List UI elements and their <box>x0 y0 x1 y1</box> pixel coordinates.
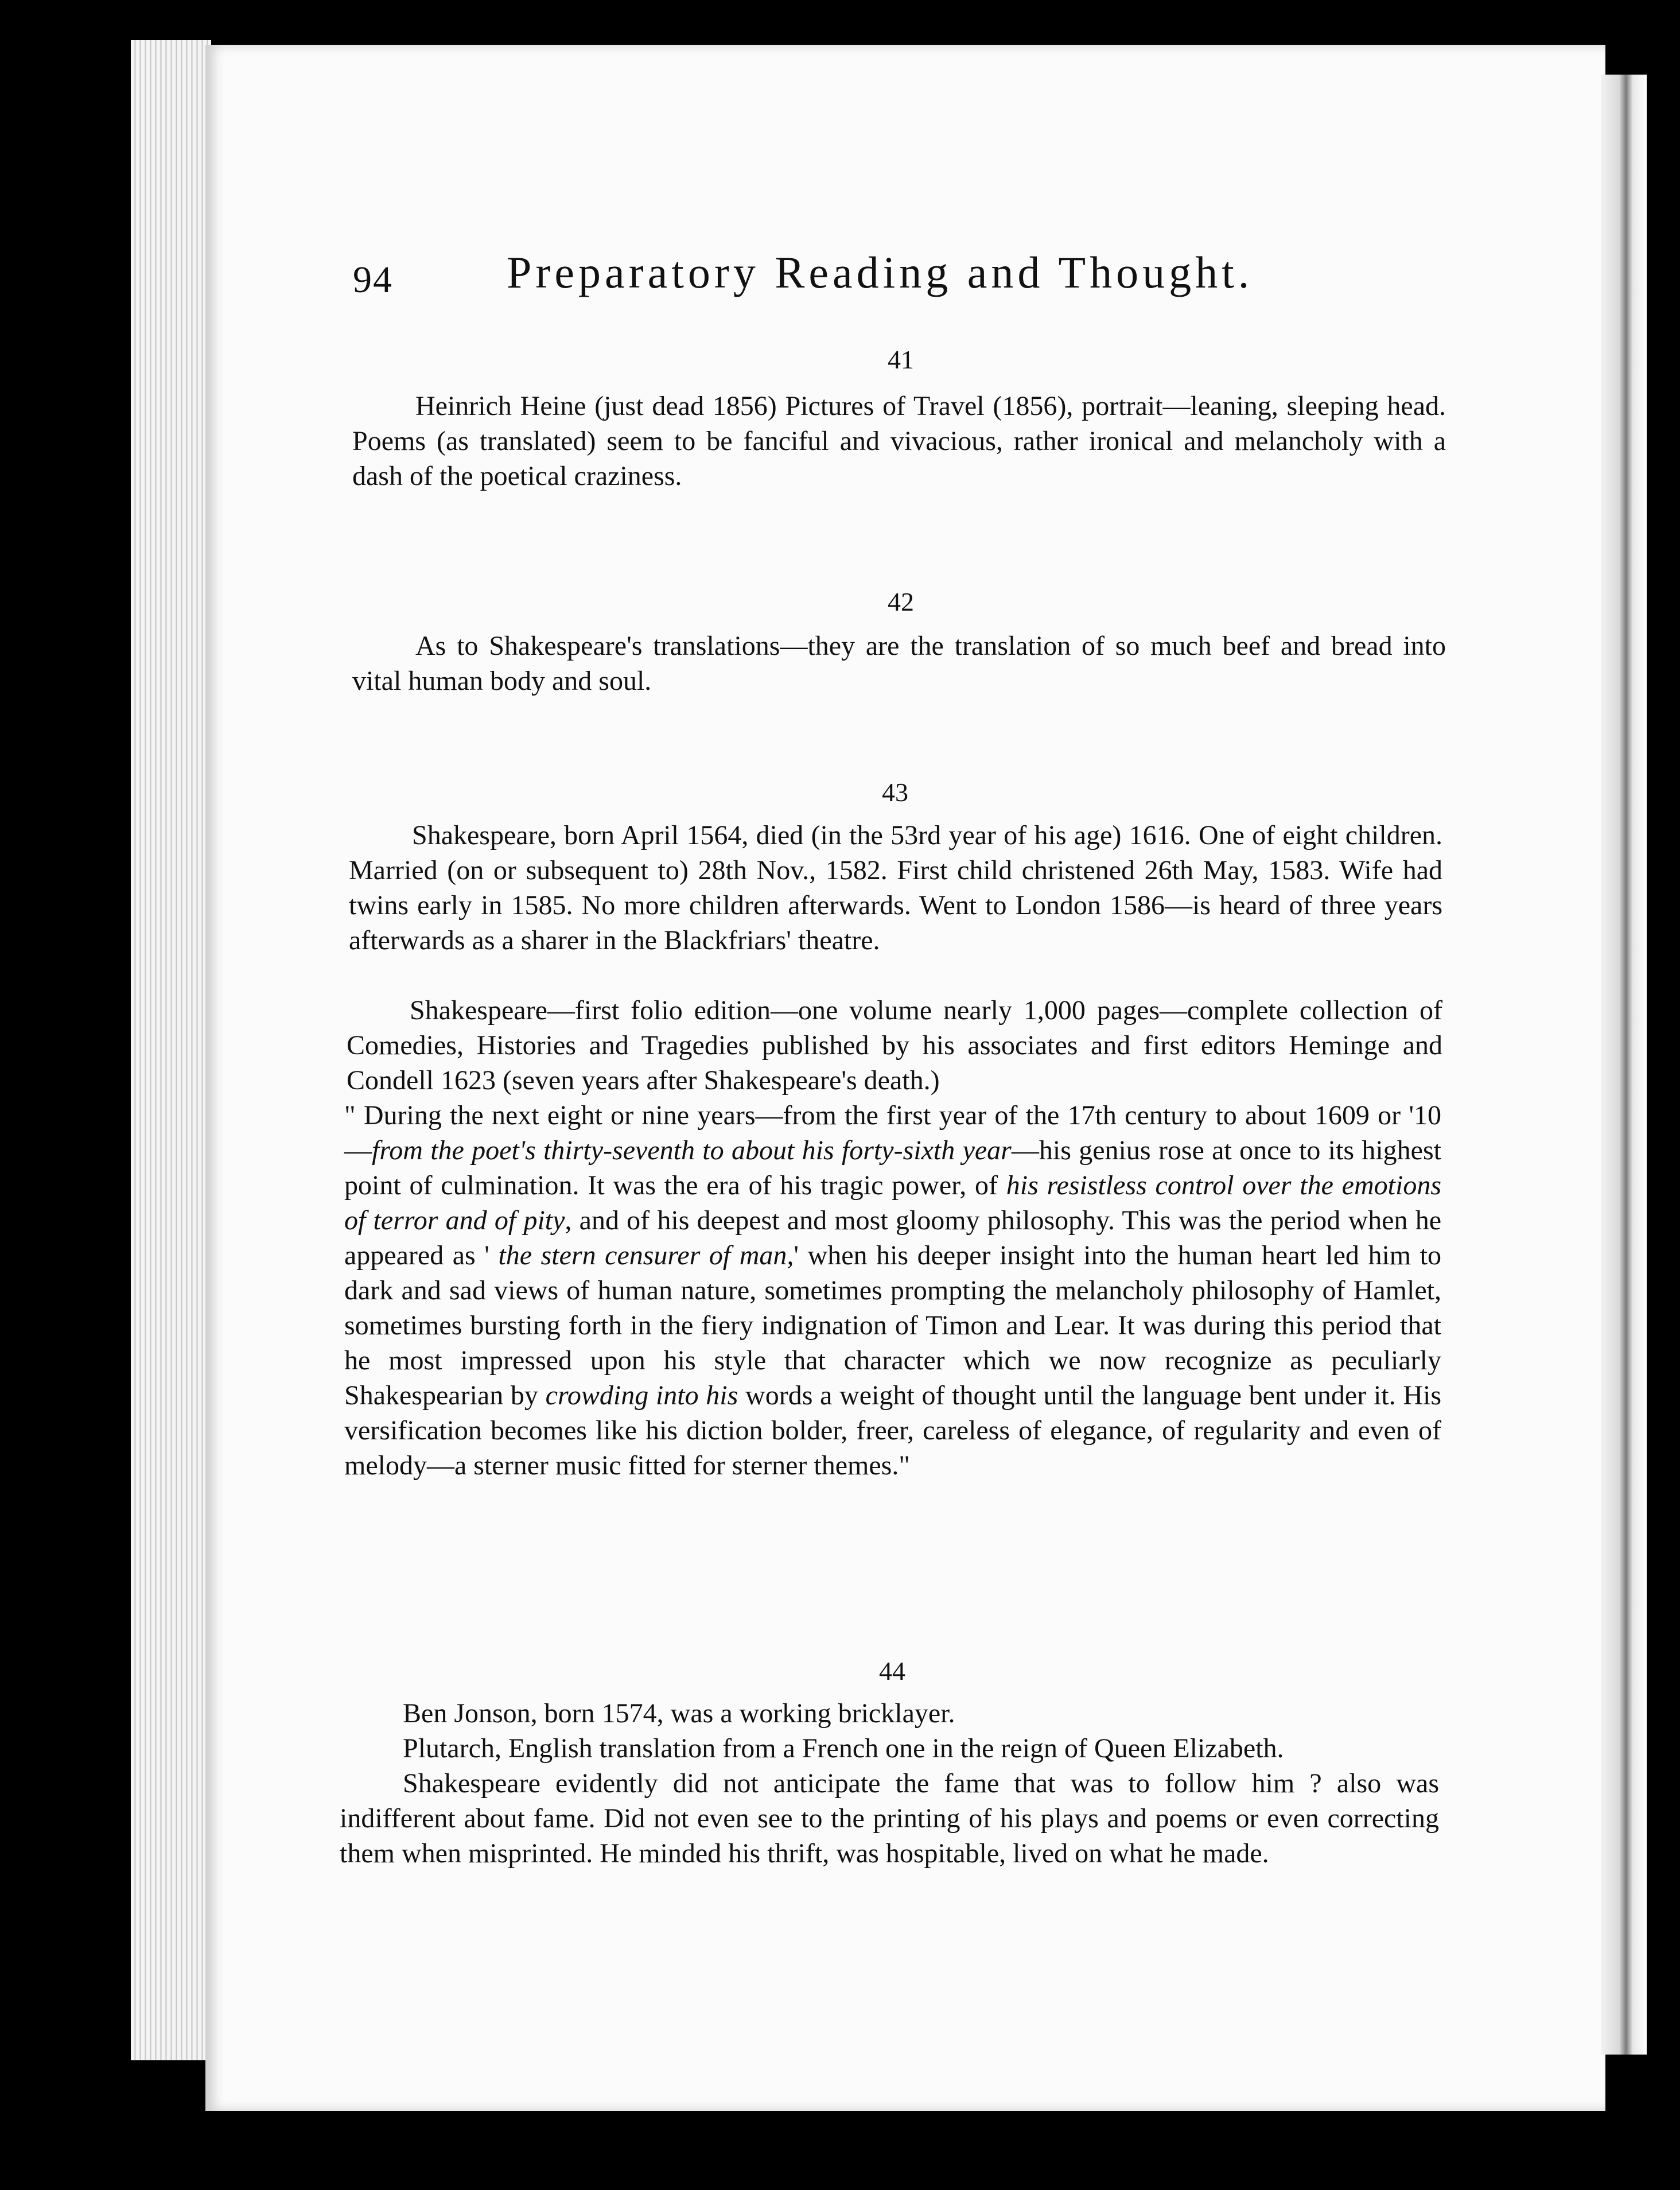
section-number: 44 <box>879 1656 905 1686</box>
quote-text: " During the next eight or nine years—from the first year of the 17th century to about 1609 or '10— <box>344 1100 1441 1166</box>
quote-text: , and of his deepest and most gloomy philosophy. This was the period when he appeared as ' <box>344 1205 1442 1271</box>
quote-emphasis: the stern censurer of man, <box>498 1240 794 1271</box>
quote-emphasis: his resistless control over the emotions of terror and of pity <box>344 1170 1442 1236</box>
paragraph: Shakespeare evidently did not anticipate the fame that was to follow him ? also was indifferent about fame. Did not even see to the printing of his plays and poems or even correcting them when misprinted. He minded his thrift, was hospitable, lived on what he made. <box>340 1768 1439 1869</box>
paragraph: Plutarch, English translation from a French one in the reign of Queen Elizabeth. <box>403 1733 1284 1764</box>
page-number: 94 <box>353 259 393 301</box>
book-page-edges <box>131 40 211 2060</box>
section-number: 42 <box>888 587 914 616</box>
running-title: Preparatory Reading and Thought. <box>507 247 1254 297</box>
quote-emphasis: crowding into his <box>545 1380 738 1411</box>
quote-emphasis: from the poet's thirty-seventh to about his forty-sixth year <box>372 1135 1012 1166</box>
quote-text: —his genius rose at once to its highest point of culmination. It was the era of his tragic power, of <box>344 1135 1441 1201</box>
section-number: 43 <box>882 778 908 807</box>
paragraph: Heinrich Heine (just dead 1856) Pictures of Travel (1856), portrait—leaning, sleeping head. Poems (as translated) seem to be fanciful and vivacious, rather ironical and melancholy with a dash of the poetical craziness. <box>352 391 1446 491</box>
quoted-paragraph <box>344 1098 1441 1483</box>
paragraph: As to Shakespeare's translations—they are the translation of so much beef and bread into vital human body and soul. <box>352 631 1446 696</box>
paragraph: Ben Jonson, born 1574, was a working bricklayer. <box>403 1698 955 1729</box>
page-header <box>353 247 1328 316</box>
paragraph: Shakespeare, born April 1564, died (in the 53rd year of his age) 1616. One of eight children. Married (on or subsequent to) 28th Nov., 1582. First child christened 26th May, 1583. Wife had twins early in 1585. No more children afterwards. Went to London 1586—is heard of three years afterwards as a sharer in the Blackfriars' theatre. <box>349 820 1442 956</box>
book-gutter-edge <box>1601 75 1647 2055</box>
quote-text: words a weight of thought until the language bent under it. His versification becomes like his diction bolder, freer, careless of elegance, of regularity and even of melody—a sterner music fitted for sterner themes." <box>344 1380 1442 1481</box>
paragraph: Shakespeare—first folio edition—one volume nearly 1,000 pages—complete collection of Comedies, Histories and Tragedies published by his associates and first editors Heminge and Condell 1623 (seven years after Shakespeare's death.) <box>347 995 1442 1096</box>
quote-text: ' when his deeper insight into the human heart led him to dark and sad views of human nature, sometimes prompting the melancholy philosophy of Hamlet, sometimes bursting forth in the fiery indignation of Timon and Lear. It was during this period that he most impressed upon his style that character which we now recognize as peculiarly Shakespearian by <box>344 1240 1442 1411</box>
section-number: 41 <box>888 345 914 374</box>
